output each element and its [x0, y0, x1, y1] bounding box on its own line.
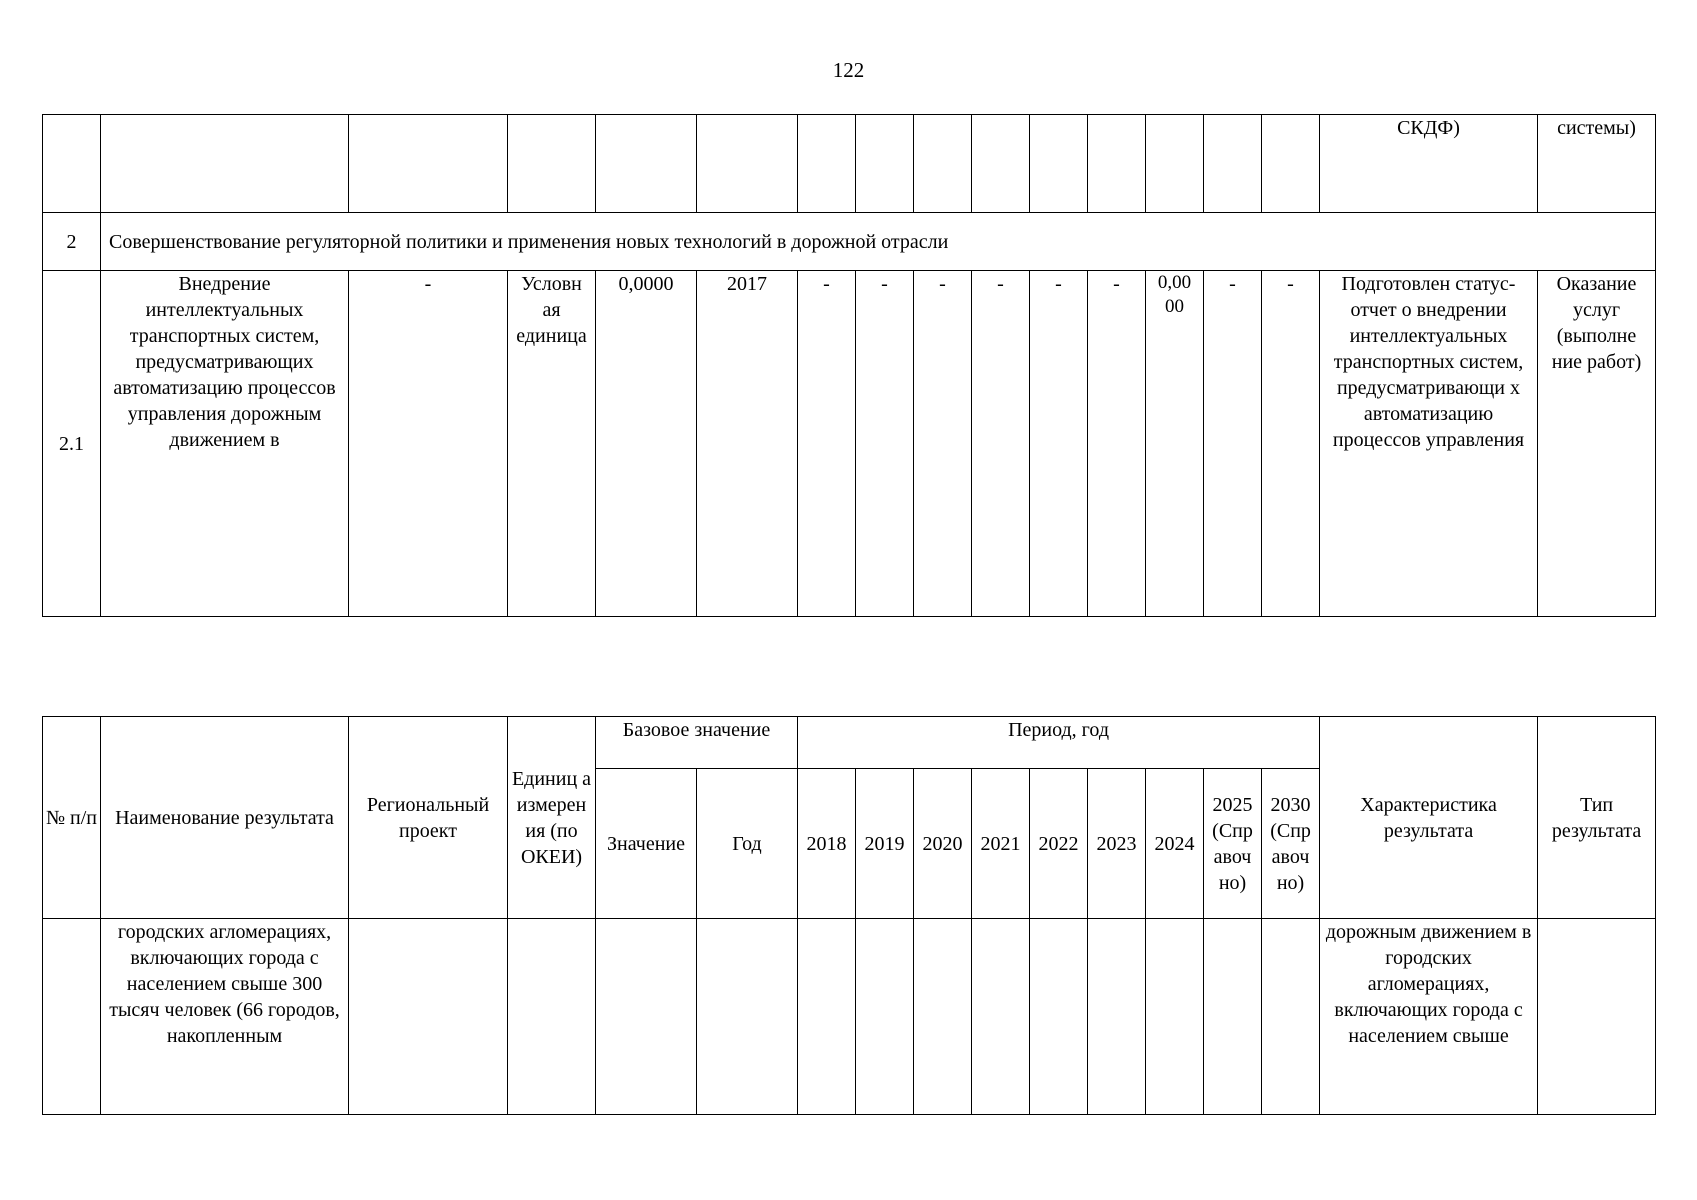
base-value-cell: 0,0000	[596, 271, 697, 617]
result-name-cell: Внедрение интеллектуальных транспортных систем, предусматривающих автоматизацию процессов управления дорожным движением в	[101, 271, 349, 617]
item-number: 2.1	[43, 271, 101, 617]
header-2023: 2023	[1088, 769, 1146, 919]
section-title: Совершенствование регуляторной политики и применения новых технологий в дорожной отрасли	[101, 213, 1656, 271]
characteristic-cell: дорожным движением в городских агломерациях, включающих города с населением свыше	[1320, 919, 1538, 1115]
header-result-name: Наименование результата	[101, 717, 349, 919]
year-2022-cell: -	[1030, 271, 1088, 617]
regional-project-cell: -	[349, 271, 508, 617]
table-row	[43, 271, 1656, 617]
table-row	[43, 919, 1656, 1115]
header-2021: 2021	[972, 769, 1030, 919]
unit-cell: Условн ая единица	[508, 271, 596, 617]
year-2021-cell: -	[972, 271, 1030, 617]
year-2024-cell: 0,00 00	[1146, 271, 1204, 617]
header-value: Значение	[596, 769, 697, 919]
header-characteristic: Характеристика результата	[1320, 717, 1538, 919]
header-2030: 2030 (Спр авоч но)	[1262, 769, 1320, 919]
characteristic-cell: Подготовлен статус-отчет о внедрении интеллектуальных транспортных систем, предусматривающи х автоматизацию процессов управления	[1320, 271, 1538, 617]
characteristic-cell: СКДФ)	[1320, 115, 1538, 213]
header-regional-project: Региональный проект	[349, 717, 508, 919]
header-row	[43, 717, 1656, 769]
header-2018: 2018	[798, 769, 856, 919]
year-2019-cell: -	[856, 271, 914, 617]
type-cell: Оказание услуг (выполне ние работ)	[1538, 271, 1656, 617]
page-number: 122	[832, 58, 865, 82]
header-period: Период, год	[798, 717, 1320, 769]
header-2025: 2025 (Спр авоч но)	[1204, 769, 1262, 919]
year-2025-cell: -	[1204, 271, 1262, 617]
section-number: 2	[43, 213, 101, 271]
year-2023-cell: -	[1088, 271, 1146, 617]
results-table-continued	[42, 114, 1656, 617]
header-base-value: Базовое значение	[596, 717, 798, 769]
header-number: № п/п	[43, 717, 101, 919]
results-table	[42, 716, 1656, 1115]
header-unit: Единиц а измерен ия (по ОКЕИ)	[508, 717, 596, 919]
year-2018-cell: -	[798, 271, 856, 617]
header-2019: 2019	[856, 769, 914, 919]
year-2030-cell: -	[1262, 271, 1320, 617]
header-2022: 2022	[1030, 769, 1088, 919]
table-row	[43, 115, 1656, 213]
header-2024: 2024	[1146, 769, 1204, 919]
result-name-cell: городских агломерациях, включающих города с населением свыше 300 тысяч человек (66 городов, накопленным	[101, 919, 349, 1115]
base-year-cell: 2017	[697, 271, 798, 617]
type-cell: системы)	[1538, 115, 1656, 213]
section-row	[43, 213, 1656, 271]
header-year: Год	[697, 769, 798, 919]
header-type: Тип результата	[1538, 717, 1656, 919]
year-2020-cell: -	[914, 271, 972, 617]
header-2020: 2020	[914, 769, 972, 919]
